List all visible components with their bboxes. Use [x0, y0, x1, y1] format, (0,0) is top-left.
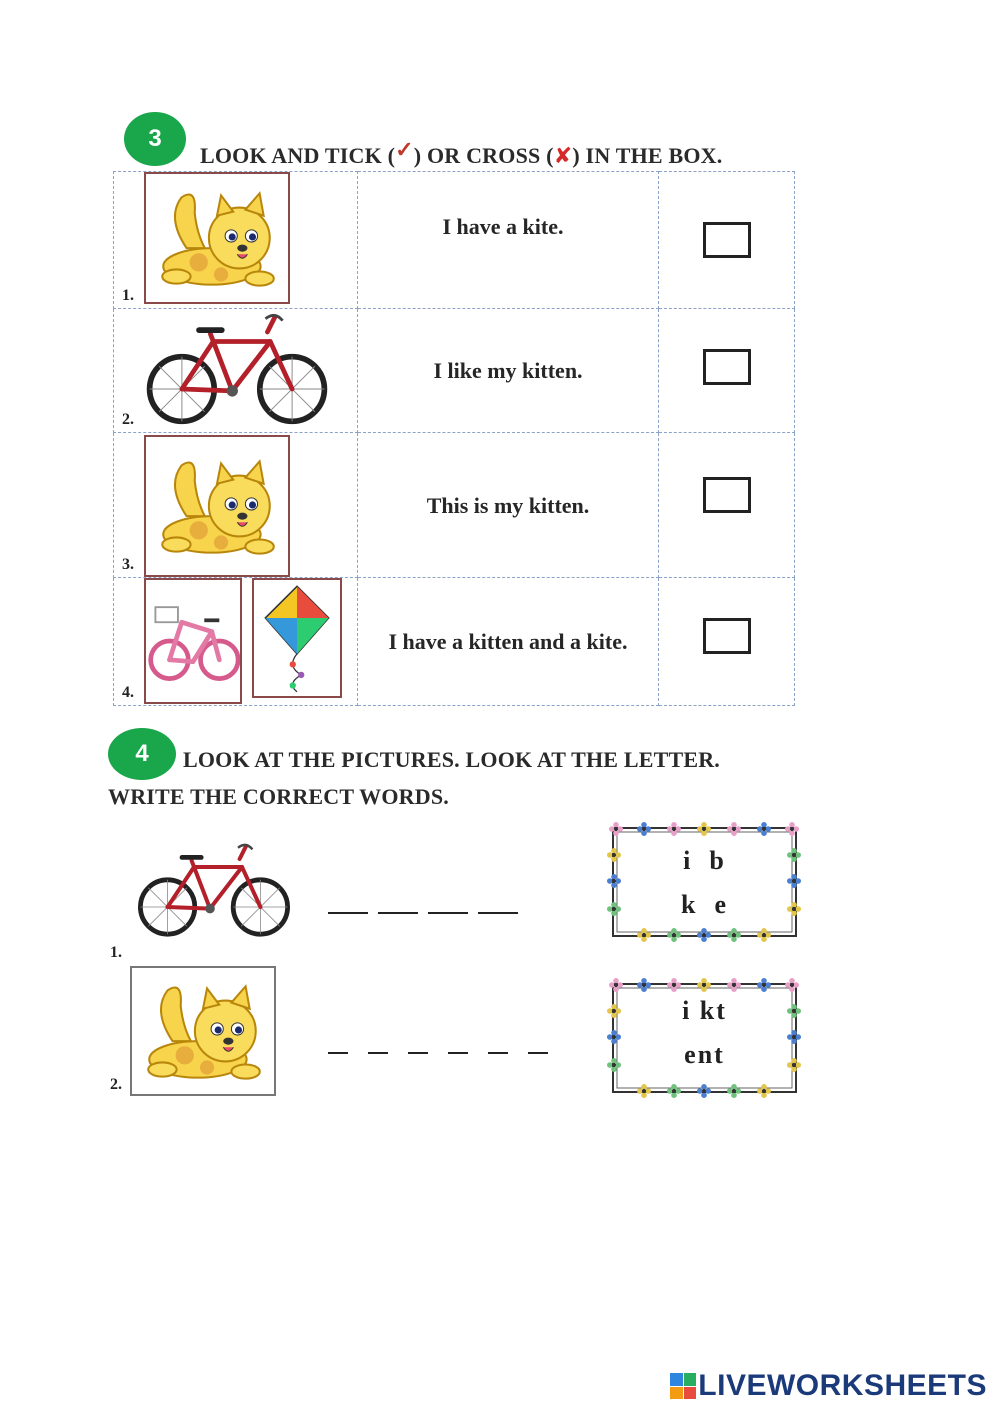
- kitten-image: [146, 437, 288, 575]
- section-3-heading: [200, 137, 723, 169]
- section-4-heading-line1: LOOK AT THE PICTURES. LOOK AT THE LETTER.: [183, 747, 720, 772]
- heading-text-mid: ) OR CROSS (: [413, 143, 554, 168]
- letters-line-1: i kt: [682, 996, 727, 1025]
- letters-box: [607, 822, 802, 942]
- row-number: 3.: [122, 556, 134, 573]
- blank: [428, 912, 468, 914]
- sentence-text: I have a kitten and a kite.: [388, 629, 628, 654]
- kitten-image: [132, 968, 274, 1094]
- letters-box: [607, 978, 802, 1098]
- row-number: 4.: [122, 684, 134, 701]
- liveworksheets-logo: [670, 1369, 987, 1403]
- sentence-text: I like my kitten.: [433, 358, 583, 383]
- kitten-image: [146, 174, 288, 302]
- pink-bicycle-image: [146, 580, 240, 702]
- answer-blanks[interactable]: [328, 910, 520, 920]
- kitten-picture: [144, 172, 290, 304]
- section-3-badge: 3: [124, 112, 186, 166]
- letters-line-1: i b: [683, 846, 726, 875]
- brand-text: LIVEWORKSHEETS: [698, 1369, 987, 1402]
- picture-cell: [114, 433, 358, 578]
- sentence-text: I have a kite.: [442, 213, 564, 239]
- answer-box[interactable]: [703, 349, 751, 385]
- picture-cell: [114, 172, 358, 309]
- blank: [528, 1052, 548, 1054]
- letters-line-2: k e: [681, 890, 728, 919]
- table-row: [114, 172, 795, 309]
- blank: [448, 1052, 468, 1054]
- kite-image: [254, 580, 340, 696]
- blank: [378, 912, 418, 914]
- letters-line-2: ent: [684, 1040, 725, 1069]
- answer-cell: [659, 433, 795, 578]
- tick-icon: ✓: [395, 137, 414, 162]
- row-number: 1.: [122, 287, 134, 304]
- blank: [408, 1052, 428, 1054]
- blank: [328, 1052, 348, 1054]
- item-number: 2.: [110, 1076, 122, 1093]
- sentence-cell: [358, 172, 659, 309]
- table-row: [114, 578, 795, 706]
- section-4-badge: 4: [108, 728, 176, 780]
- heading-text-start: LOOK AND TICK (: [200, 143, 396, 168]
- pink-bicycle-picture: [144, 578, 242, 704]
- section-4-heading-line2: WRITE THE CORRECT WORDS.: [108, 784, 449, 809]
- table-row: [114, 309, 795, 433]
- kite-picture: [252, 578, 342, 698]
- heading-text-end: ) IN THE BOX.: [572, 143, 723, 168]
- table-row: [114, 433, 795, 578]
- bicycle-image: [134, 826, 294, 956]
- blank: [478, 912, 518, 914]
- answer-cell: [659, 309, 795, 433]
- sentence-cell: [358, 433, 659, 578]
- sentence-cell: [358, 309, 659, 433]
- answer-cell: [659, 172, 795, 309]
- blank: [368, 1052, 388, 1054]
- item-number: 1.: [110, 944, 122, 961]
- answer-blanks[interactable]: [328, 1050, 550, 1060]
- answer-box[interactable]: [703, 618, 751, 654]
- tick-cross-table: [113, 171, 795, 706]
- picture-cell: [114, 578, 358, 706]
- brand-logo-icon: [670, 1373, 696, 1399]
- sentence-cell: [358, 578, 659, 706]
- sentence-text: This is my kitten.: [426, 492, 590, 518]
- flower-border: [607, 822, 802, 942]
- answer-box[interactable]: [703, 222, 751, 258]
- row-number: 2.: [122, 411, 134, 428]
- answer-box[interactable]: [703, 477, 751, 513]
- bicycle-image: [142, 311, 332, 429]
- kitten-picture: [130, 966, 276, 1096]
- blank: [488, 1052, 508, 1054]
- answer-cell: [659, 578, 795, 706]
- picture-cell: [114, 309, 358, 433]
- blank: [328, 912, 368, 914]
- kitten-picture: [144, 435, 290, 577]
- cross-icon: ✘: [553, 144, 573, 169]
